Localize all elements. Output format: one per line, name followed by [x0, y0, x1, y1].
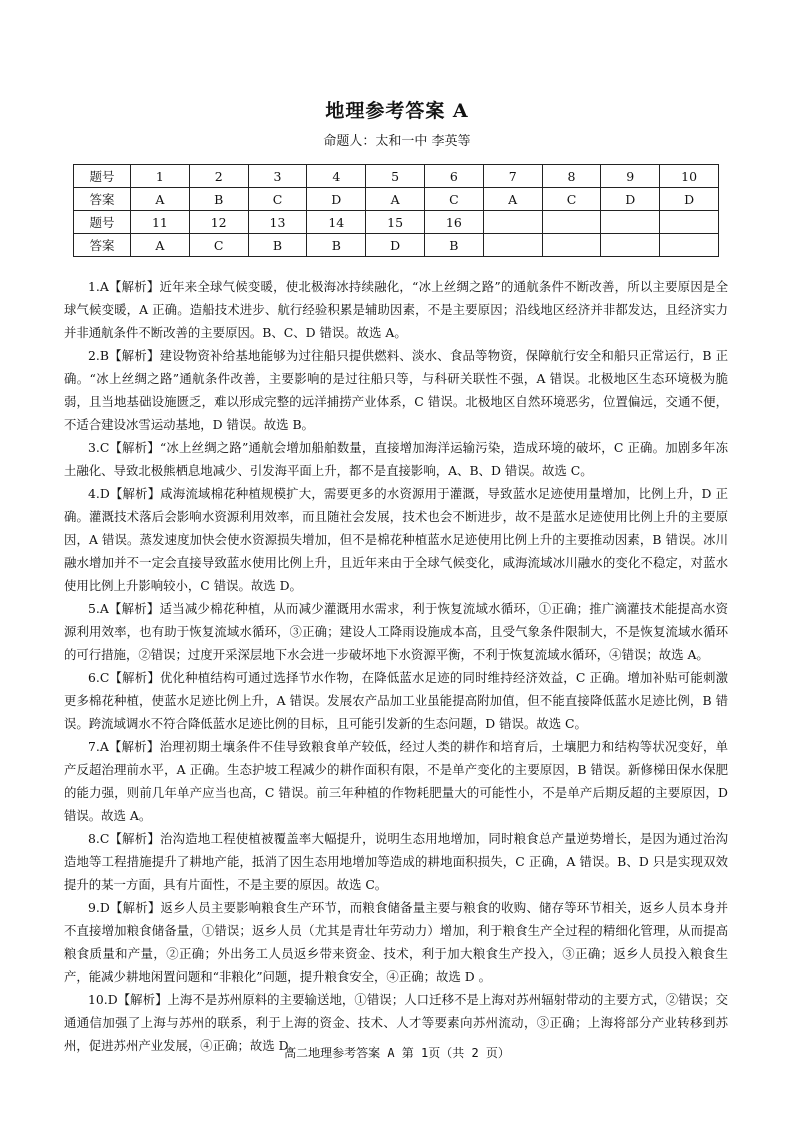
table-cell: 5: [366, 165, 425, 188]
table-cell: C: [248, 188, 307, 211]
table-cell: 11: [131, 211, 190, 234]
table-cell: 1: [131, 165, 190, 188]
table-cell: 答案: [74, 188, 131, 211]
table-cell: 题号: [74, 211, 131, 234]
table-cell: D: [366, 234, 425, 257]
table-cell: 7: [483, 165, 542, 188]
table-cell: [660, 211, 719, 234]
table-cell: C: [189, 234, 248, 257]
table-cell: A: [366, 188, 425, 211]
explanation-paragraph: 3.C【解析】“冰上丝绸之路”通航会增加船舶数量，直接增加海洋运输污染，造成环境的破坏，C 正确。加剧多年冻土融化、导致北极熊栖息地减少、引发海平面上升，都不是直接影响，A、B、D 错误。故选 C。: [64, 440, 728, 478]
table-cell: 3: [248, 165, 307, 188]
explanation-paragraph: 1.A【解析】近年来全球气候变暖，使北极海冰持续融化，“冰上丝绸之路”的通航条件不断改善，所以主要原因是全球气候变暖，A 正确。造船技术进步、航行经验积累是辅助因素，不是主要原因；沿线地区经济并非都发达，且经济实力并非通航条件不断改善的主要原因。B、C、D 错误。故选 A。: [64, 279, 728, 340]
table-cell: [542, 211, 601, 234]
table-cell: 2: [189, 165, 248, 188]
table-cell: 答案: [74, 234, 131, 257]
table-cell: 12: [189, 211, 248, 234]
table-cell: 9: [601, 165, 660, 188]
explanation-paragraph: 4.D【解析】咸海流域棉花种植规模扩大，需要更多的水资源用于灌溉，导致蓝水足迹使用量增加，比例上升，D 正确。灌溉技术落后会影响水资源利用效率，而且随社会发展，技术也会不断进步，故不是蓝水足迹使用比例上升的主要原因，A 错误。蒸发速度加快会使水资源损失增加，但不是棉花种植蓝水足迹使用比例上升的主要推动因素，B 错误。冰川融水增加并不一定会直接导致蓝水使用比例上升，且近年来由于全球气候变化，咸海流域冰川融水的变化不稳定，对蓝水使用比例上升影响较小，C 错误。故选 D。: [64, 486, 728, 593]
explanation-paragraph: 9.D【解析】返乡人员主要影响粮食生产环节，而粮食储备量主要与粮食的收购、储存等环节相关，返乡人员本身并不直接增加粮食储备量，①错误；返乡人员（尤其是青壮年劳动力）增加，利于粮食生产全过程的精细化管理，从而提高粮食质量和产量，②正确；外出务工人员返乡带来资金、技术，利于加大粮食生产投入，③正确；返乡人员投入粮食生产，能减少耕地闲置问题和“非粮化”问题，提升粮食安全，④正确；故选 D 。: [64, 900, 728, 984]
answer-table: [73, 164, 719, 257]
explanation-paragraph: 6.C【解析】优化种植结构可通过选择节水作物，在降低蓝水足迹的同时维持经济效益，C 正确。增加补贴可能刺激更多棉花种植，使蓝水足迹比例上升，A 错误。发展农产品加工业虽能提高附加值，但不能直接降低蓝水足迹比例，B 错误。跨流域调水不符合降低蓝水足迹比例的目标，且可能引发新的生态问题，D 错误。故选 C。: [64, 670, 728, 731]
table-cell: [483, 211, 542, 234]
table-row: [74, 165, 719, 188]
table-cell: D: [660, 188, 719, 211]
table-cell: C: [424, 188, 483, 211]
table-cell: 题号: [74, 165, 131, 188]
table-cell: [660, 234, 719, 257]
table-cell: A: [483, 188, 542, 211]
page-title: 地理参考答案 A: [325, 100, 469, 122]
explanation-paragraph: 10.D【解析】上海不是苏州原料的主要输送地，①错误；人口迁移不是上海对苏州辐射带动的主要方式，②错误；交通通信加强了上海与苏州的联系，利于上海的资金、技术、人才等要素向苏州流动，③正确；上海将部分产业转移到苏州，促进苏州产业发展，④正确；故选 D。: [64, 992, 728, 1053]
table-cell: C: [542, 188, 601, 211]
table-cell: 4: [307, 165, 366, 188]
table-cell: D: [601, 188, 660, 211]
table-cell: 8: [542, 165, 601, 188]
table-cell: B: [189, 188, 248, 211]
table-cell: 14: [307, 211, 366, 234]
explanations: [64, 275, 728, 1057]
author-line: 命题人：太和一中 李英等: [323, 134, 471, 149]
table-row: [74, 211, 719, 234]
explanation-paragraph: 7.A【解析】治理初期土壤条件不佳导致粮食单产较低，经过人类的耕作和培育后，土壤肥力和结构等状况变好，单产反超治理前水平，A 正确。生态护坡工程减少的耕作面积有限，不是单产变化的主要原因，B 错误。新修梯田保水保肥的能力强，则前几年单产应当也高，C 错误。前三年种植的作物耗肥量大的可能性小，不是单产后期反超的主要原因，D 错误。故选 A。: [64, 739, 728, 823]
table-cell: D: [307, 188, 366, 211]
explanation-paragraph: 2.B【解析】建设物资补给基地能够为过往船只提供燃料、淡水、食品等物资，保障航行安全和船只正常运行，B 正确。“冰上丝绸之路”通航条件改善，主要影响的是过往船只等，与科研关联性不强，A 错误。北极地区生态环境极为脆弱，且当地基础设施匮乏，难以形成完整的远洋捕捞产业体系，C 错误。北极地区自然环境恶劣，位置偏远，交通不便，不适合建设冰雪运动基地，D 错误。故选 B。: [64, 348, 728, 432]
table-cell: [601, 234, 660, 257]
table-cell: [483, 234, 542, 257]
table-cell: B: [424, 234, 483, 257]
table-cell: 10: [660, 165, 719, 188]
explanation-paragraph: 8.C【解析】治沟造地工程使植被覆盖率大幅提升，说明生态用地增加，同时粮食总产量逆势增长，是因为通过治沟造地等工程措施提升了耕地产能，抵消了因生态用地增加等造成的耕地面积损失，C 正确，A 错误。B、D 只是实现双效提升的某一方面，具有片面性，不是主要的原因。故选 C。: [64, 831, 728, 892]
page-footer: 高二地理参考答案 A 第 1页（共 2 页）: [284, 1046, 510, 1060]
explanation-paragraph: 5.A【解析】适当减少棉花种植，从而减少灌溉用水需求，利于恢复流域水循环，①正确；推广滴灌技术能提高水资源利用效率，也有助于恢复流域水循环，③正确；建设人工降雨设施成本高，且受气象条件限制大，不是恢复流域水循环的可行措施，②错误；过度开采深层地下水会进一步破坏地下水资源平衡，不利于恢复流域水循环，④错误；故选 A。: [64, 601, 728, 662]
table-cell: B: [248, 234, 307, 257]
table-cell: 13: [248, 211, 307, 234]
table-cell: 15: [366, 211, 425, 234]
table-row: [74, 234, 719, 257]
table-cell: [542, 234, 601, 257]
table-cell: 16: [424, 211, 483, 234]
table-cell: A: [131, 188, 190, 211]
table-cell: [601, 211, 660, 234]
table-cell: A: [131, 234, 190, 257]
table-cell: 6: [424, 165, 483, 188]
table-cell: B: [307, 234, 366, 257]
table-row: [74, 188, 719, 211]
